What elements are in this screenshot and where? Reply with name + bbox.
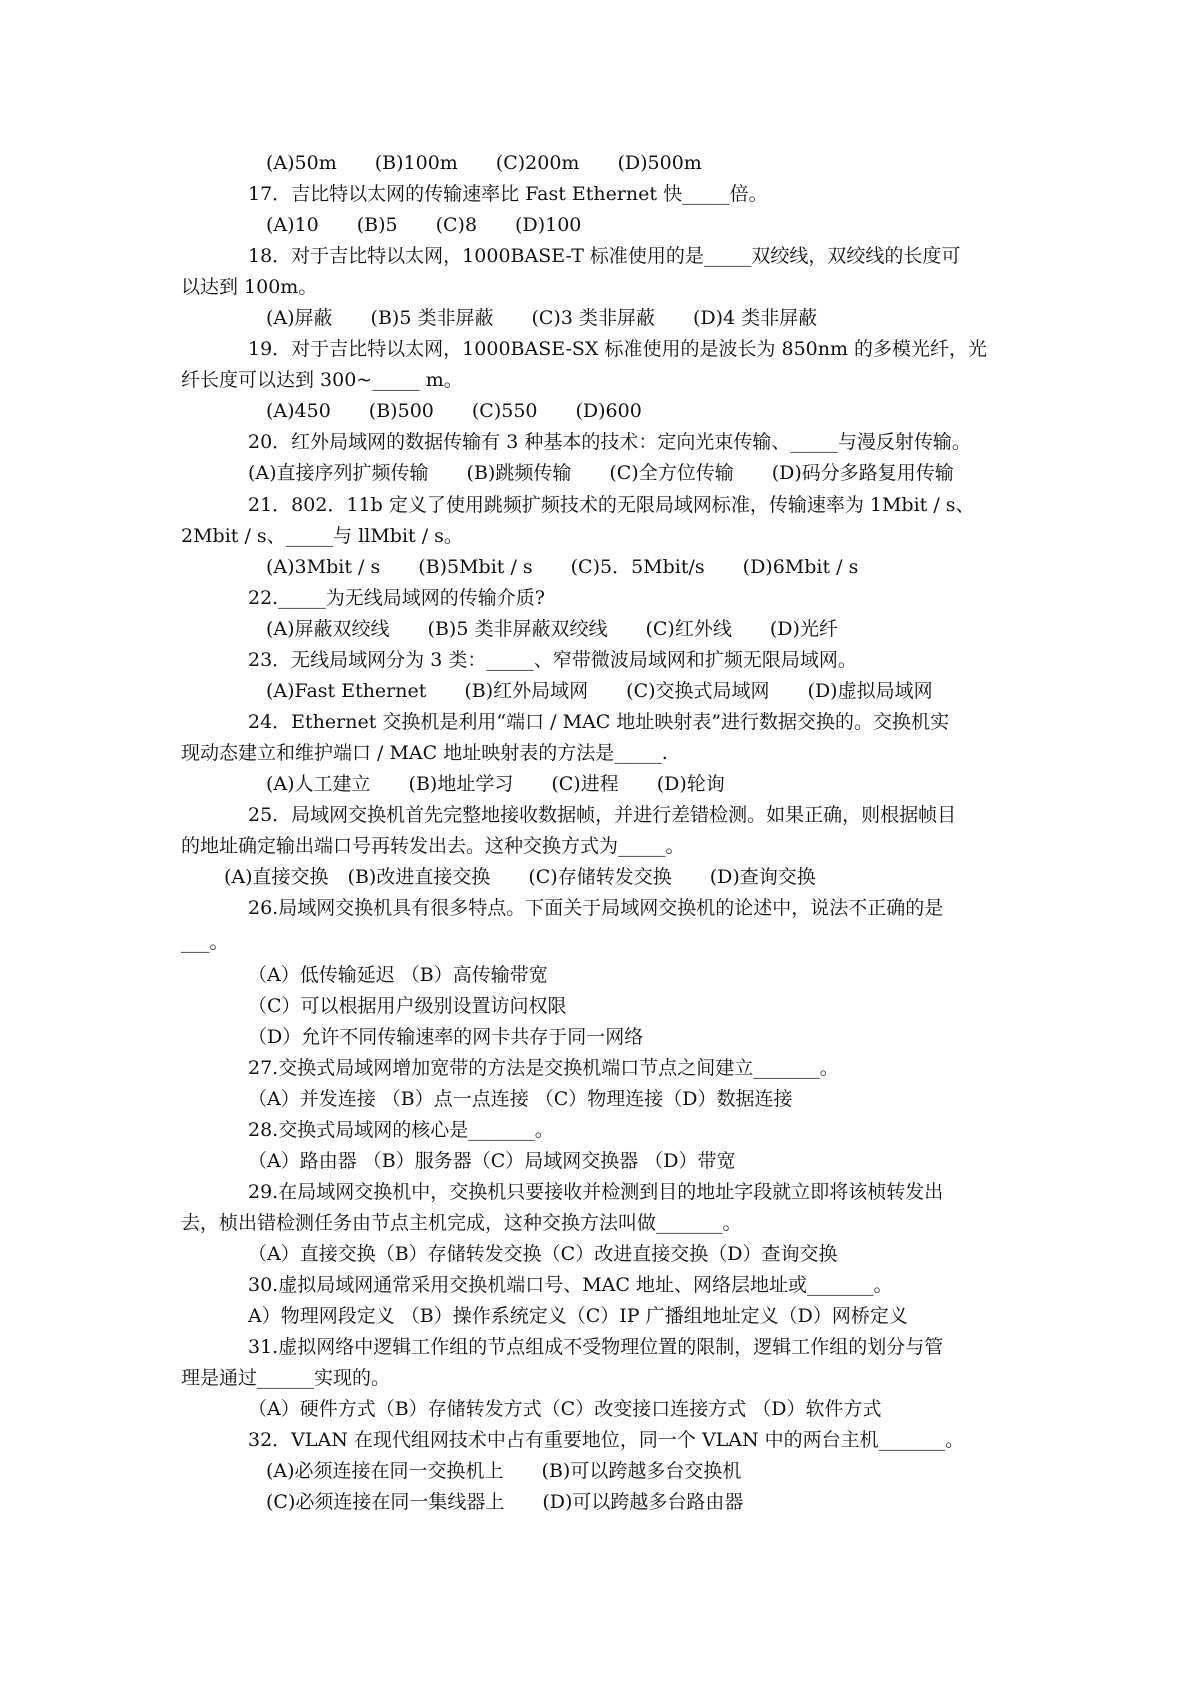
text-line: (A)直接序列扩频传输 (B)跳频传输 (C)全方位传输 (D)码分多路复用传输 — [248, 462, 954, 484]
text-line: （A）硬件方式（B）存储转发方式（C）改变接口连接方式 （D）软件方式 — [248, 1398, 882, 1420]
text-line: 30.虚拟局域网通常采用交换机端口号、MAC 地址、网络层地址或_______。 — [248, 1274, 893, 1296]
text-line: 24．Ethernet 交换机是利用“端口 / MAC 地址映射表”进行数据交换的。交换机实 — [248, 711, 950, 733]
text-line: (A)屏蔽 (B)5 类非屏蔽 (C)3 类非屏蔽 (D)4 类非屏蔽 — [266, 307, 818, 329]
text-line: 现动态建立和维护端口 / MAC 地址映射表的方法是_____. — [181, 742, 668, 764]
text-line: (A)3Mbit / s (B)5Mbit / s (C)5．5Mbit/s (D)6Mbit / s — [266, 556, 859, 578]
text-line: (A)人工建立 (B)地址学习 (C)进程 (D)轮询 — [266, 773, 725, 795]
text-line: 2Mbit / s、_____与 llMbit / s。 — [181, 525, 463, 547]
text-line: 18．对于吉比特以太网，1000BASE-T 标准使用的是_____双绞线，双绞线的长度可 — [248, 245, 961, 267]
text-line: （D）允许不同传输速率的网卡共存于同一网络 — [248, 1026, 644, 1048]
text-line: （A）路由器 （B）服务器（C）局域网交换器 （D）带宽 — [248, 1150, 736, 1172]
text-line: 22._____为无线局域网的传输介质? — [248, 587, 545, 609]
text-line: (A)450 (B)500 (C)550 (D)600 — [266, 400, 642, 422]
text-line: (A)Fast Ethernet (B)红外局域网 (C)交换式局域网 (D)虚拟局域网 — [266, 680, 933, 702]
text-line: 20．红外局域网的数据传输有 3 种基本的技术：定向光束传输、_____与漫反射传输。 — [248, 431, 971, 453]
text-line: （A）直接交换（B）存储转发交换（C）改进直接交换（D）查询交换 — [248, 1243, 838, 1265]
text-line: (A)10 (B)5 (C)8 (D)100 — [266, 214, 582, 236]
text-line: 的地址确定输出端口号再转发出去。这种交换方式为_____。 — [181, 835, 685, 857]
text-line: (C)必须连接在同一集线器上 (D)可以跨越多台路由器 — [266, 1491, 744, 1513]
text-line: （A）并发连接 （B）点一点连接 （C）物理连接（D）数据连接 — [248, 1088, 793, 1110]
text-line: 去，桢出错检测任务由节点主机完成，这种交换方法叫做_______。 — [181, 1212, 742, 1234]
text-line: (A)50m (B)100m (C)200m (D)500m — [266, 152, 702, 174]
text-line: 以达到 100m。 — [181, 276, 318, 298]
text-line: 32．VLAN 在现代组网技术中占有重要地位，同一个 VLAN 中的两台主机_______。 — [248, 1429, 965, 1451]
text-line: 理是通过______实现的。 — [181, 1367, 391, 1389]
text-line: (A)必须连接在同一交换机上 (B)可以跨越多台交换机 — [266, 1460, 742, 1482]
text-line: 17．吉比特以太网的传输速率比 Fast Ethernet 快_____倍。 — [248, 183, 768, 205]
text-line: 23．无线局域网分为 3 类：_____、窄带微波局域网和扩频无限局域网。 — [248, 649, 857, 671]
text-line: 26.局域网交换机具有很多特点。下面关于局域网交换机的论述中，说法不正确的是 — [248, 897, 944, 919]
text-line: ___。 — [181, 931, 229, 953]
text-line: 纤长度可以达到 300~_____ m。 — [181, 369, 463, 391]
text-line: 25．局域网交换机首先完整地接收数据帧，并进行差错检测。如果正确，则根据帧目 — [248, 804, 957, 826]
text-line: 19．对于吉比特以太网，1000BASE-SX 标准使用的是波长为 850nm 的多模光纤，光 — [248, 338, 988, 360]
text-line: 28.交换式局域网的核心是_______。 — [248, 1119, 554, 1141]
text-line: （A）低传输延迟 （B）高传输带宽 — [248, 964, 548, 986]
text-line: (A)直接交换 (B)改进直接交换 (C)存储转发交换 (D)查询交换 — [224, 866, 816, 888]
text-line: (A)屏蔽双绞线 (B)5 类非屏蔽双绞线 (C)红外线 (D)光纤 — [266, 618, 838, 640]
text-line: A）物理网段定义 （B）操作系统定义（C）IP 广播组地址定义（D）网桥定义 — [248, 1305, 908, 1327]
text-line: （C）可以根据用户级别设置访问权限 — [248, 995, 567, 1017]
text-line: 31.虚拟网络中逻辑工作组的节点组成不受物理位置的限制，逻辑工作组的划分与管 — [248, 1336, 944, 1358]
text-line: 27.交换式局域网增加宽带的方法是交换机端口节点之间建立_______。 — [248, 1057, 839, 1079]
text-line: 29.在局域网交换机中，交换机只要接收并检测到目的地址字段就立即将该桢转发出 — [248, 1181, 944, 1203]
text-line: 21．802．11b 定义了使用跳频扩频技术的无限局域网标准，传输速率为 1Mbit / s、 — [248, 494, 975, 516]
